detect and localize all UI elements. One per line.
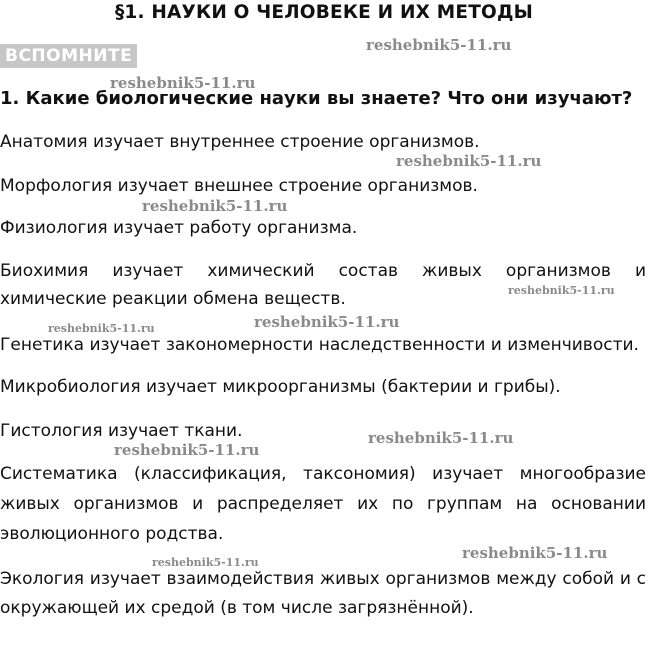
watermark: reshebnik5-11.ru <box>368 429 514 447</box>
watermark: reshebnik5-11.ru <box>462 544 608 562</box>
section-title: §1. НАУКИ О ЧЕЛОВЕКЕ И ИХ МЕТОДЫ <box>114 2 534 23</box>
paragraph-anatomy: Анатомия изучает внутреннее строение организмов. <box>0 132 480 152</box>
question-heading: 1. Какие биологические науки вы знаете? Что они изучают? <box>0 88 633 109</box>
watermark: reshebnik5-11.ru <box>366 36 512 54</box>
paragraph-ecology: Экология изучает взаимодействия живых организмов между собой и с окружающей их средой (в том числе загрязнённой). <box>0 569 646 618</box>
watermark: reshebnik5-11.ru <box>48 322 155 335</box>
watermark: reshebnik5-11.ru <box>508 284 615 297</box>
watermark: reshebnik5-11.ru <box>142 197 288 215</box>
paragraph-histology: Гистология изучает ткани. <box>0 421 243 441</box>
paragraph-biochemistry: Биохимия изучает химический состав живых организмов и химические реакции обмена веществ. <box>0 261 646 309</box>
watermark: reshebnik5-11.ru <box>110 74 256 92</box>
watermark: reshebnik5-11.ru <box>254 313 400 331</box>
paragraph-morphology: Морфология изучает внешнее строение организмов. <box>0 176 478 196</box>
watermark: reshebnik5-11.ru <box>152 556 259 569</box>
paragraph-systematics: Систематика (классификация, таксономия) изучает многообразие живых организмов и распределяет их по группам на основании эволюционного родства. <box>0 464 646 544</box>
watermark: reshebnik5-11.ru <box>114 441 260 459</box>
paragraph-physiology: Физиология изучает работу организма. <box>0 218 358 238</box>
paragraph-microbiology: Микробиология изучает микроорганизмы (бактерии и грибы). <box>0 377 561 397</box>
paragraph-genetics: Генетика изучает закономерности наследственности и изменчивости. <box>0 335 639 355</box>
watermark: reshebnik5-11.ru <box>396 152 542 170</box>
remember-badge: ВСПОМНИТЕ <box>0 44 137 68</box>
